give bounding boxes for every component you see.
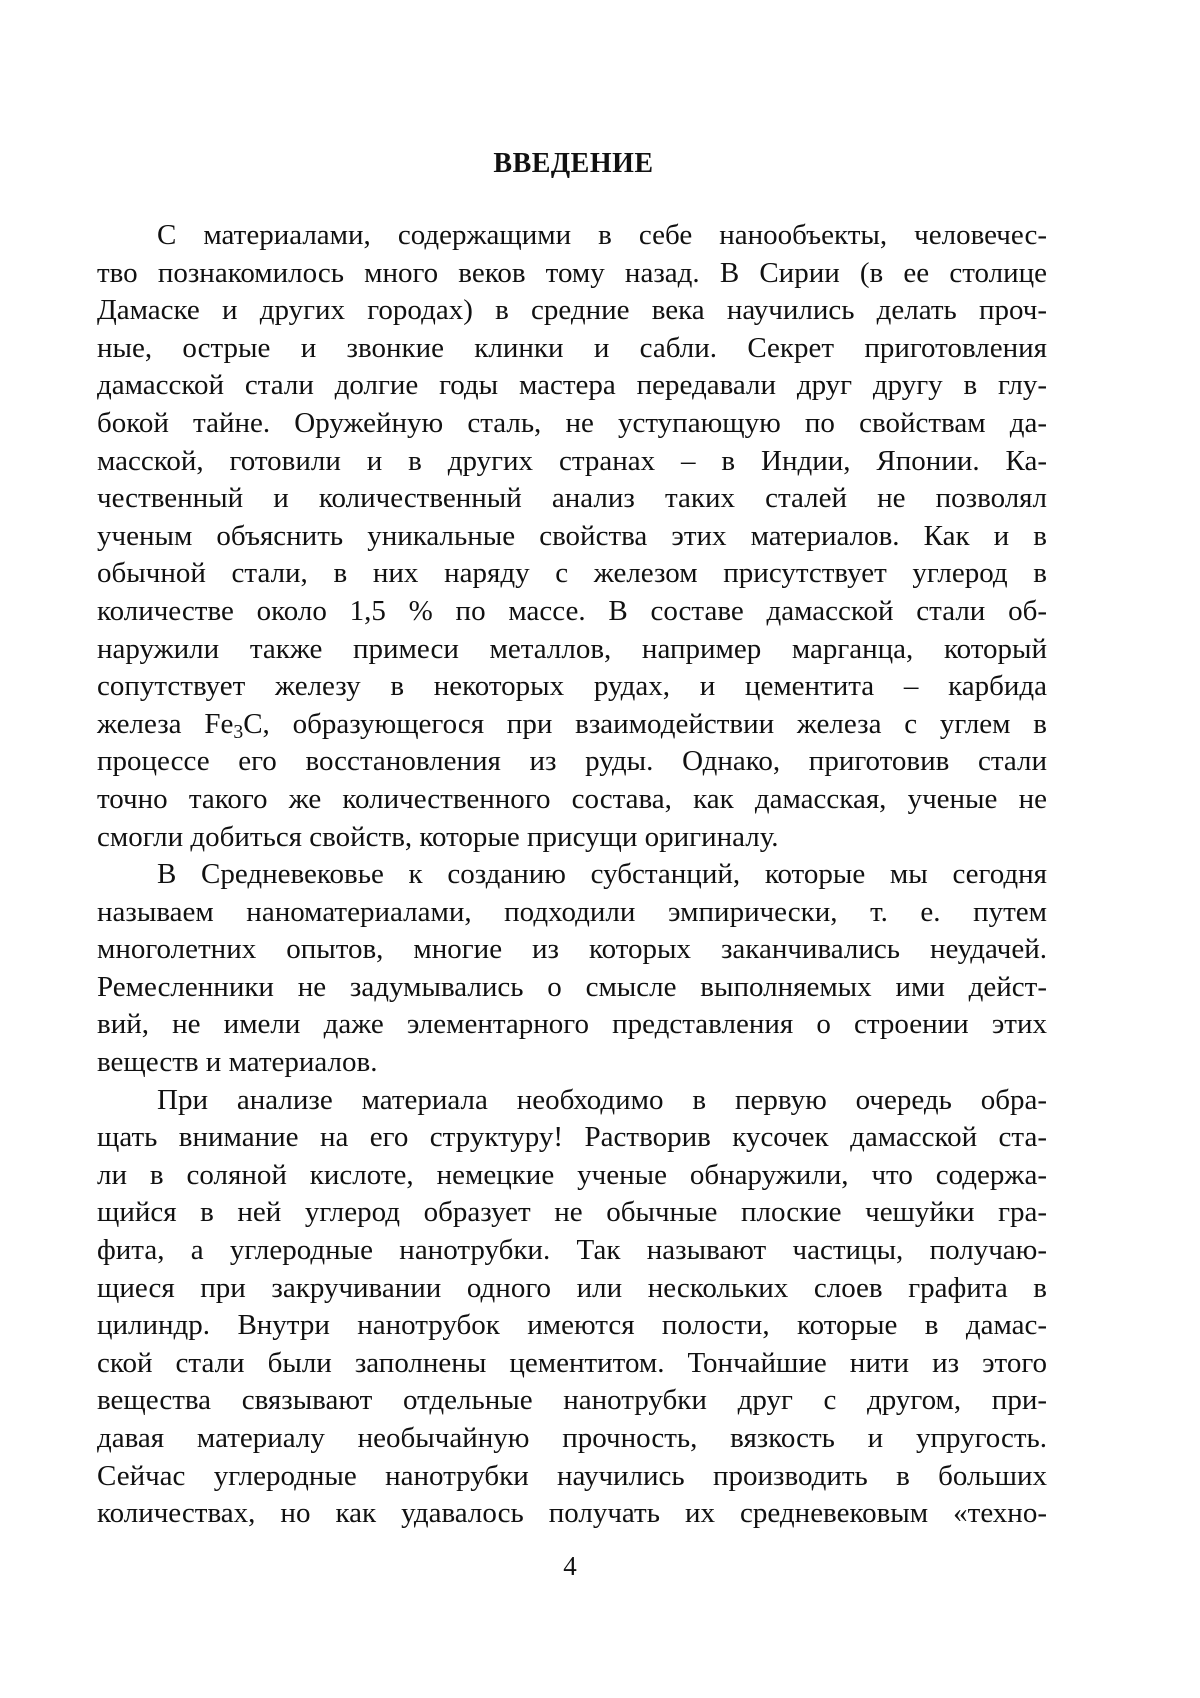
text-line: Ремесленники не задумывались о смысле выполняемых ими дейст- <box>97 969 1047 1007</box>
text-line: щийся в ней углерод образует не обычные плоские чешуйки гра- <box>97 1194 1047 1232</box>
formula-before: железа Fe <box>97 708 233 740</box>
text-line: При анализе материала необходимо в первую очередь обра- <box>97 1082 1047 1120</box>
text-line: фита, а углеродные нанотрубки. Так называют частицы, получаю- <box>97 1232 1047 1270</box>
text-line-formula <box>97 706 1047 744</box>
text-line: давая материалу необычайную прочность, вязкость и упругость. <box>97 1420 1047 1458</box>
formula-after: C, образующегося при взаимодействии железа с углем в <box>243 708 1047 740</box>
paragraph-3 <box>97 1082 1047 1533</box>
text-line: называем наноматериалами, подходили эмпирически, т. е. путем <box>97 894 1047 932</box>
text-line: сопутствует железу в некоторых рудах, и цементита – карбида <box>97 668 1047 706</box>
text-line: цилиндр. Внутри нанотрубок имеются полости, которые в дамас- <box>97 1307 1047 1345</box>
document-page <box>0 0 1200 1698</box>
text-line: С материалами, содержащими в себе нанообъекты, человечес- <box>97 217 1047 255</box>
text-line: количествах, но как удавалось получать их средневековым «техно- <box>97 1495 1047 1533</box>
text-line: бокой тайне. Оружейную сталь, не уступающую по свойствам да- <box>97 405 1047 443</box>
formula-subscript: 3 <box>233 721 243 743</box>
page-title: ВВЕДЕНИЕ <box>0 148 1147 180</box>
text-line: щать внимание на его структуру! Растворив кусочек дамасской ста- <box>97 1119 1047 1157</box>
text-line: В Средневековье к созданию субстанций, которые мы сегодня <box>97 856 1047 894</box>
paragraph-1 <box>97 217 1047 856</box>
paragraph-2 <box>97 856 1047 1082</box>
text-line: процессе его восстановления из руды. Однако, приготовив стали <box>97 743 1047 781</box>
text-line: тво познакомилось много веков тому назад. В Сирии (в ее столице <box>97 255 1047 293</box>
text-line: наружили также примеси металлов, например марганца, который <box>97 631 1047 669</box>
text-line: обычной стали, в них наряду с железом присутствует углерод в <box>97 555 1047 593</box>
text-line: ской стали были заполнены цементитом. Тончайшие нити из этого <box>97 1345 1047 1383</box>
text-line: дамасской стали долгие годы мастера передавали друг другу в глу- <box>97 367 1047 405</box>
text-line: Дамаске и других городах) в средние века научились делать проч- <box>97 292 1047 330</box>
text-line: Сейчас углеродные нанотрубки научились производить в больших <box>97 1458 1047 1496</box>
text-line: смогли добиться свойств, которые присущи оригиналу. <box>97 819 1047 857</box>
text-line: масской, готовили и в других странах – в Индии, Японии. Ка- <box>97 443 1047 481</box>
text-line: вещества связывают отдельные нанотрубки друг с другом, при- <box>97 1382 1047 1420</box>
text-line: вий, не имели даже элементарного представления о строении этих <box>97 1006 1047 1044</box>
body-text <box>97 217 1047 1533</box>
text-line: веществ и материалов. <box>97 1044 1047 1082</box>
text-line: чественный и количественный анализ таких сталей не позволял <box>97 480 1047 518</box>
text-line: точно такого же количественного состава, как дамасская, ученые не <box>97 781 1047 819</box>
text-line: щиеся при закручивании одного или нескольких слоев графита в <box>97 1270 1047 1308</box>
text-line: ли в соляной кислоте, немецкие ученые обнаружили, что содержа- <box>97 1157 1047 1195</box>
page-number: 4 <box>0 1551 1140 1582</box>
text-line: ные, острые и звонкие клинки и сабли. Секрет приготовления <box>97 330 1047 368</box>
text-line: ученым объяснить уникальные свойства этих материалов. Как и в <box>97 518 1047 556</box>
text-line: многолетних опытов, многие из которых заканчивались неудачей. <box>97 931 1047 969</box>
text-line: количестве около 1,5 % по массе. В составе дамасской стали об- <box>97 593 1047 631</box>
